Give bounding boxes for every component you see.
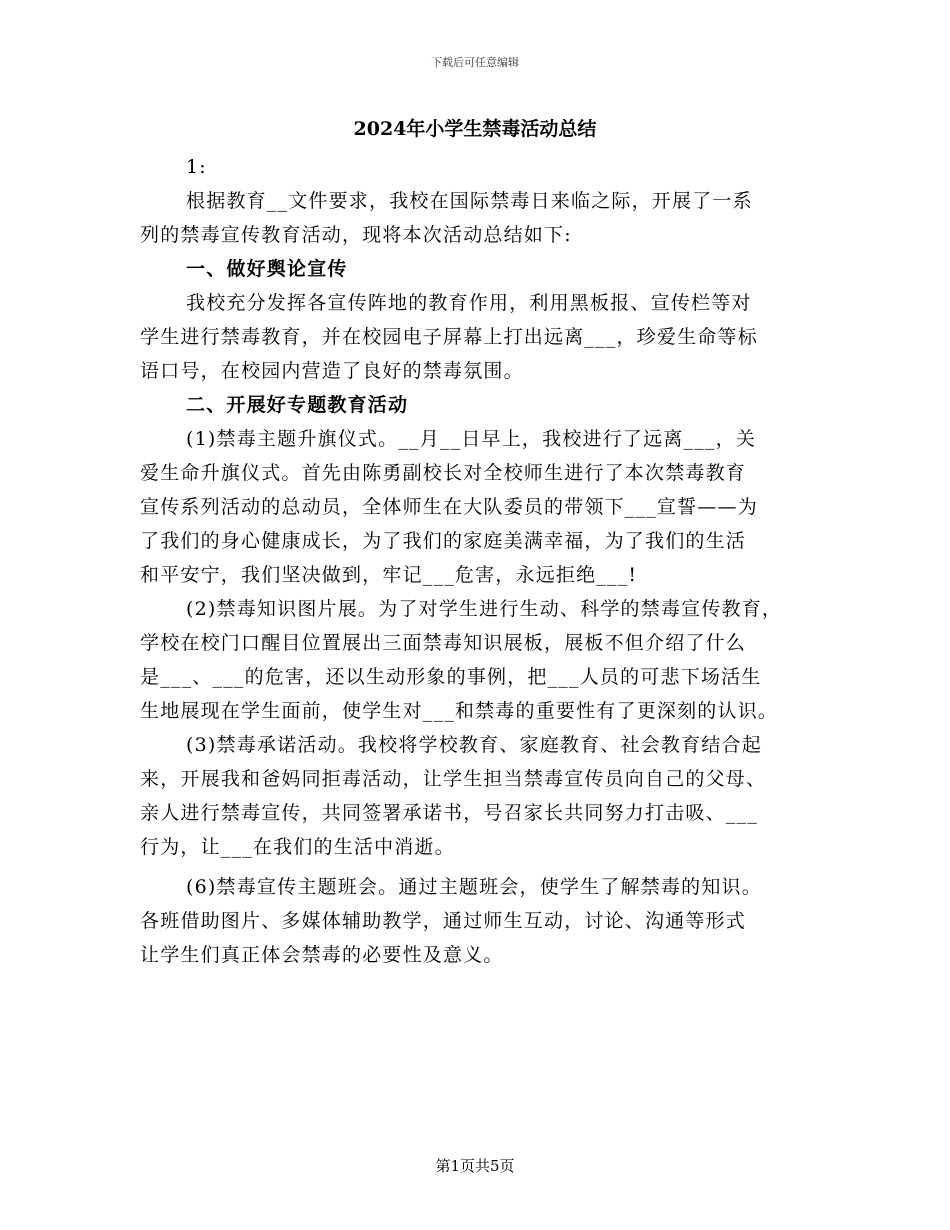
paragraph-line: 行为，让___在我们的生活中消逝。 [140,836,455,858]
paragraph-line: 来，开展我和爸妈同拒毒活动，让学生担当禁毒宣传员向自己的父母、 [140,768,767,790]
paragraph-line: (3)禁毒承诺活动。我校将学校教育、家庭教育、社会教育结合起 [186,734,762,756]
paragraph-line: 语口号，在校园内营造了良好的禁毒氛围。 [140,360,524,382]
section-number: 1: [186,156,207,178]
section-heading: 二、开展好专题教育活动 [186,394,409,416]
paragraph-line: 亲人进行禁毒宣传，共同签署承诺书，号召家长共同努力打击吸、___ [140,802,758,824]
paragraph-line: 学生进行禁毒教育，并在校园电子屏幕上打出远离___，珍爱生命等标 [140,326,758,348]
header-note: 下载后可任意编辑 [431,56,519,69]
page-footer: 第1页共5页 [435,1157,515,1175]
paragraph-line: (1)禁毒主题升旗仪式。__月__日早上，我校进行了远离___，关 [186,428,757,450]
paragraph-line: (6)禁毒宣传主题班会。通过主题班会，使学生了解禁毒的知识。 [186,876,762,898]
section-heading: 一、做好舆论宣传 [186,258,348,280]
paragraph-line: 是___、___的危害，还以生动形象的事例，把___人员的可悲下场活生 [140,666,762,688]
paragraph-line: 根据教育__文件要求，我校在国际禁毒日来临之际，开展了一系 [186,190,753,212]
document-body [140,150,830,972]
paragraph-line: 了我们的身心健康成长，为了我们的家庭美满幸福，为了我们的生活 [140,530,747,552]
paragraph-line: 让学生们真正体会禁毒的必要性及意义。 [140,944,504,966]
paragraph-line: 各班借助图片、多媒体辅助教学，通过师生互动，讨论、沟通等形式 [140,910,747,932]
paragraph-line: (2)禁毒知识图片展。为了对学生进行生动、科学的禁毒宣传教育， [186,598,783,620]
document-title: 2024年小学生禁毒活动总结 [353,118,597,140]
paragraph-line: 学校在校门口醒目位置展出三面禁毒知识展板，展板不但介绍了什么 [140,632,747,654]
paragraph-line: 我校充分发挥各宣传阵地的教育作用，利用黑板报、宣传栏等对 [186,292,752,314]
paragraph-line: 宣传系列活动的总动员，全体师生在大队委员的带领下___宣誓——为 [140,496,758,518]
paragraph-line: 列的禁毒宣传教育活动，现将本次活动总结如下: [140,224,572,246]
paragraph-line: 爱生命升旗仪式。首先由陈勇副校长对全校师生进行了本次禁毒教育 [140,462,747,484]
paragraph-line: 生地展现在学生面前，使学生对___和禁毒的重要性有了更深刻的认识。 [140,700,779,722]
paragraph-line: 和平安宁，我们坚决做到，牢记___危害，永远拒绝___! [140,564,638,586]
